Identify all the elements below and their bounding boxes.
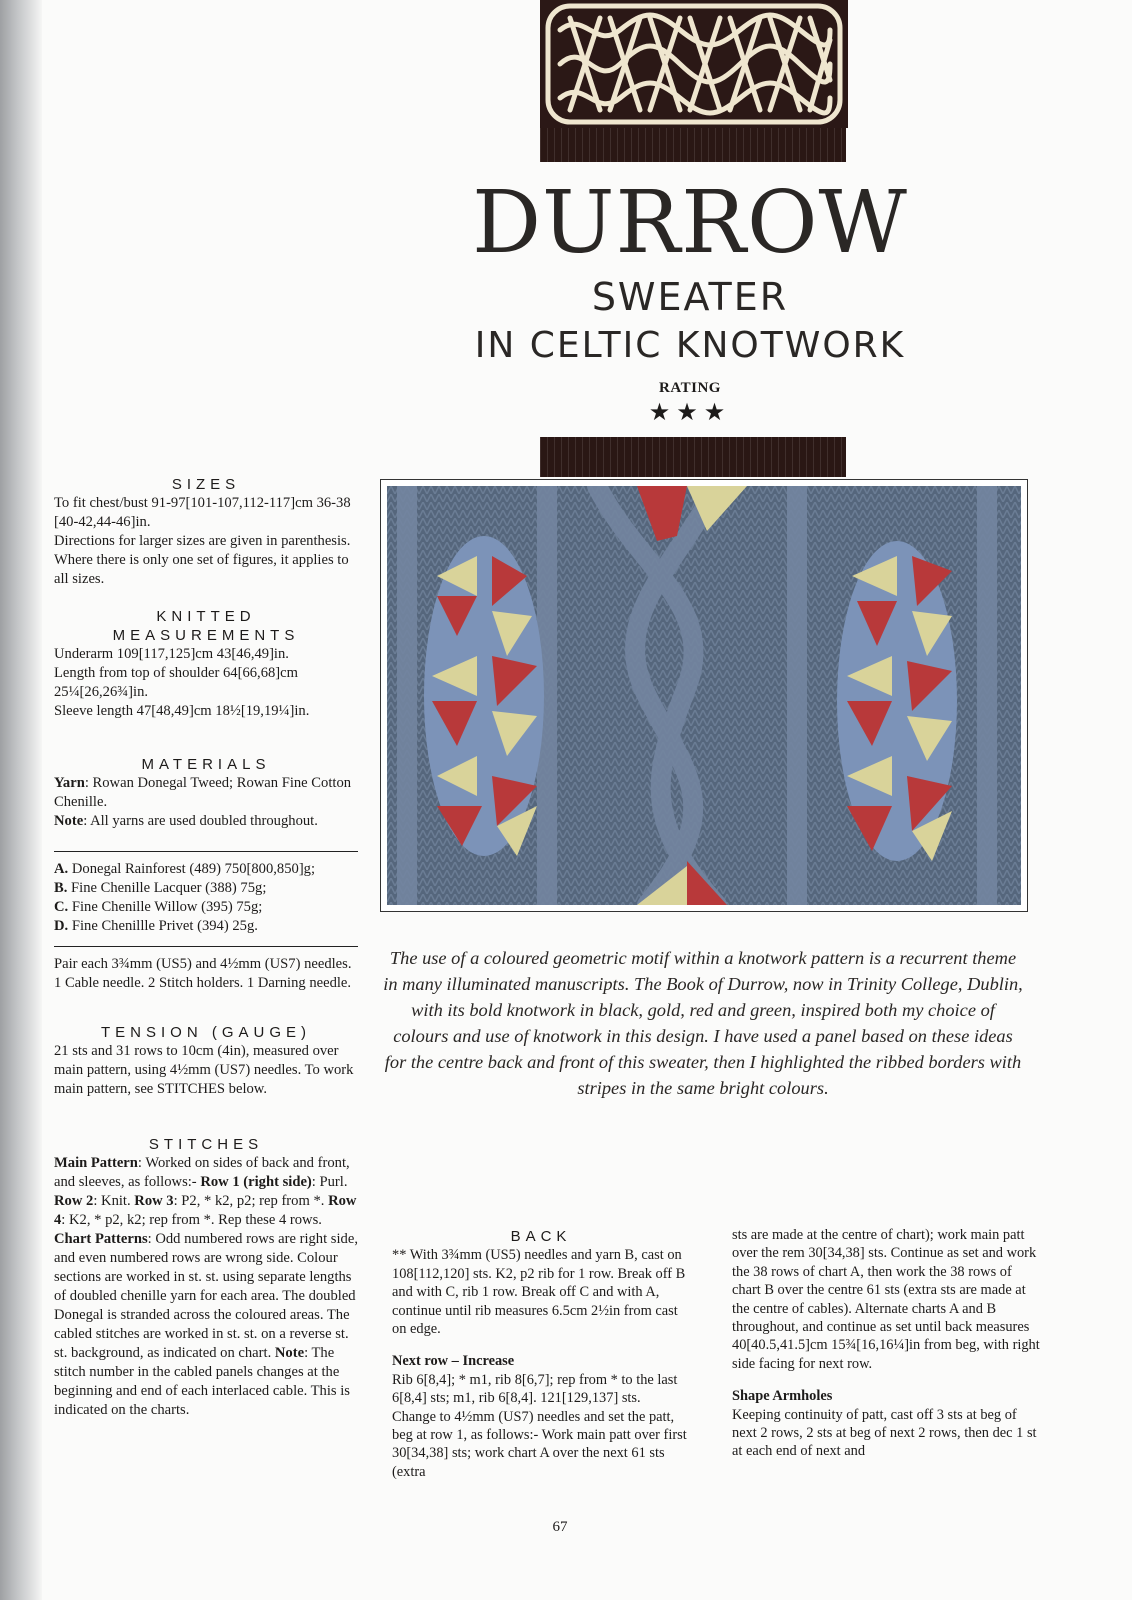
materials-note: Note: All yarns are used doubled throughout.: [54, 813, 318, 829]
materials-heading: MATERIALS: [141, 756, 271, 773]
material-item: B. Fine Chenille Lacquer (388) 75g;: [54, 880, 267, 896]
material-item: C. Fine Chenille Willow (395) 75g;: [54, 899, 263, 915]
back-paragraph: Keeping continuity of patt, cast off 3 sts at beg of next 2 rows, 2 sts at beg of next 2 rows, then dec 1 st at each end of next and: [732, 1406, 1037, 1460]
stitches-text: Main Pattern: Worked on sides of back and front, and sleeves, as follows:- Row 1 (right side): Purl. Row 2: Knit. Row 3: P2, * k2, p2; rep from *. Row 4: K2, * p2, k2; rep from *. Rep these 4 rows. Chart Patterns: Odd numbered rows are right side, and even numbered rows are wrong side. Colour sections are worked in st. st. using separate lengths of doubled chenille yarn for each area. The doubled Donegal is stranded across the coloured areas. The cabled stitches are worked in st. st. on a reverse st. st. background, as indicated on chart. Note: The stitch number in the cabled panels changes at the beginning and end of each interlaced cable. This is indicated on the charts.: [54, 1155, 358, 1418]
celtic-knotwork-ornament: [540, 0, 848, 128]
right-colour-motif: [837, 541, 957, 861]
rating-label: RATING: [659, 380, 721, 396]
rating-stars: ★★★: [648, 398, 732, 426]
measurement-length: Length from top of shoulder 64[66,68]cm 25¼[26,26¾]in.: [54, 665, 298, 700]
subtitle-line-1: SWEATER: [591, 275, 789, 319]
page-title: DURROW: [472, 173, 908, 273]
back-paragraph: Rib 6[8,4]; * m1, rib 8[6,7]; rep from * to the last 6[8,4] sts; m1, rib 6[8,4]. 121[129,137] sts.: [392, 1371, 678, 1407]
left-colour-motif: [424, 536, 544, 856]
measurement-underarm: Underarm 109[117,125]cm 43[46,49]in.: [54, 646, 289, 662]
tension-text: 21 sts and 31 rows to 10cm (4in), measured over main pattern, using 4½mm (US7) needles. To work main pattern, see STITCHES below.: [54, 1043, 354, 1097]
next-row-heading: Next row – Increase: [392, 1353, 515, 1370]
back-paragraph: Change to 4½mm (US7) needles and set the patt, beg at row 1, as follows:- Work main patt over first 30[34,38] sts; work chart A over the next 61 sts (extra: [392, 1408, 687, 1480]
decorative-stripe-band-lower: [540, 437, 846, 477]
tension-heading: TENSION (GAUGE): [100, 1024, 311, 1041]
back-paragraph: sts are made at the centre of chart); work main patt over the rem 30[34,38] sts. Continue as set and work the 38 rows of chart A, then work the 38 rows of chart B over the centre 61 sts (extra sts are made at the centre of cables). Alternate charts A and B throughout, and continue as set until back measures 40[40.5,41.5]cm 15¾[16,16¼]in from beg, with right side facing for next row.: [732, 1227, 1040, 1372]
back-column-2: [732, 1226, 1044, 1461]
measurements-heading-1: KNITTED: [156, 608, 256, 625]
page-number: 67: [552, 1519, 568, 1535]
intro-paragraph: The use of a coloured geometric motif within a knotwork pattern is a recurrent theme in many illuminated manuscripts. The Book of Durrow, now in Trinity College, Dublin, with its bold knotwork in black, gold, red and green, inspired both my choice of colours and use of knotwork in this design. I have used a panel based on these ideas for the centre back and front of this sweater, then I highlighted the ribbed borders with stripes in the same bright colours.: [383, 948, 1023, 1098]
left-column: [54, 475, 358, 1420]
sizes-note: Directions for larger sizes are given in parenthesis. Where there is only one set of figures, it applies to all sizes.: [54, 533, 351, 587]
back-paragraph: ** With 3¾mm (US5) needles and yarn B, cast on 108[112,120] sts. K2, p2 rib for 1 row. Break off B and with C, rib 1 row. Break off C and with A, continue until rib measures 6.5cm 2½in from cast on edge.: [392, 1247, 686, 1338]
subtitle-line-2: IN CELTIC KNOTWORK: [474, 325, 906, 366]
sweater-photo: [380, 479, 1028, 912]
shape-armholes-heading: Shape Armholes: [732, 1388, 833, 1405]
decorative-stripe-band: [540, 128, 846, 162]
sizes-text: To fit chest/bust 91-97[101-107,112-117]cm 36-38 [40-42,44-46]in.: [54, 495, 351, 530]
stitches-heading: STITCHES: [148, 1136, 264, 1153]
divider: [54, 946, 358, 947]
material-item: A. Donegal Rainforest (489) 750[800,850]g;: [54, 861, 316, 877]
measurement-sleeve: Sleeve length 47[48,49]cm 18½[19,19¼]in.: [54, 703, 310, 719]
material-item: D. Fine Chenillle Privet (394) 25g.: [54, 918, 258, 934]
divider: [54, 851, 358, 852]
sizes-heading: SIZES: [171, 476, 241, 493]
book-spine-shadow: [0, 0, 42, 1600]
materials-yarn: Yarn: Rowan Donegal Tweed; Rowan Fine Cotton Chenille.: [54, 775, 352, 810]
back-heading: BACK: [510, 1228, 572, 1245]
measurements-heading-2: MEASUREMENTS: [112, 627, 300, 644]
materials-needles: Pair each 3¾mm (US5) and 4½mm (US7) needles. 1 Cable needle. 2 Stitch holders. 1 Darning needle.: [54, 956, 352, 991]
back-column-1: [392, 1228, 690, 1481]
